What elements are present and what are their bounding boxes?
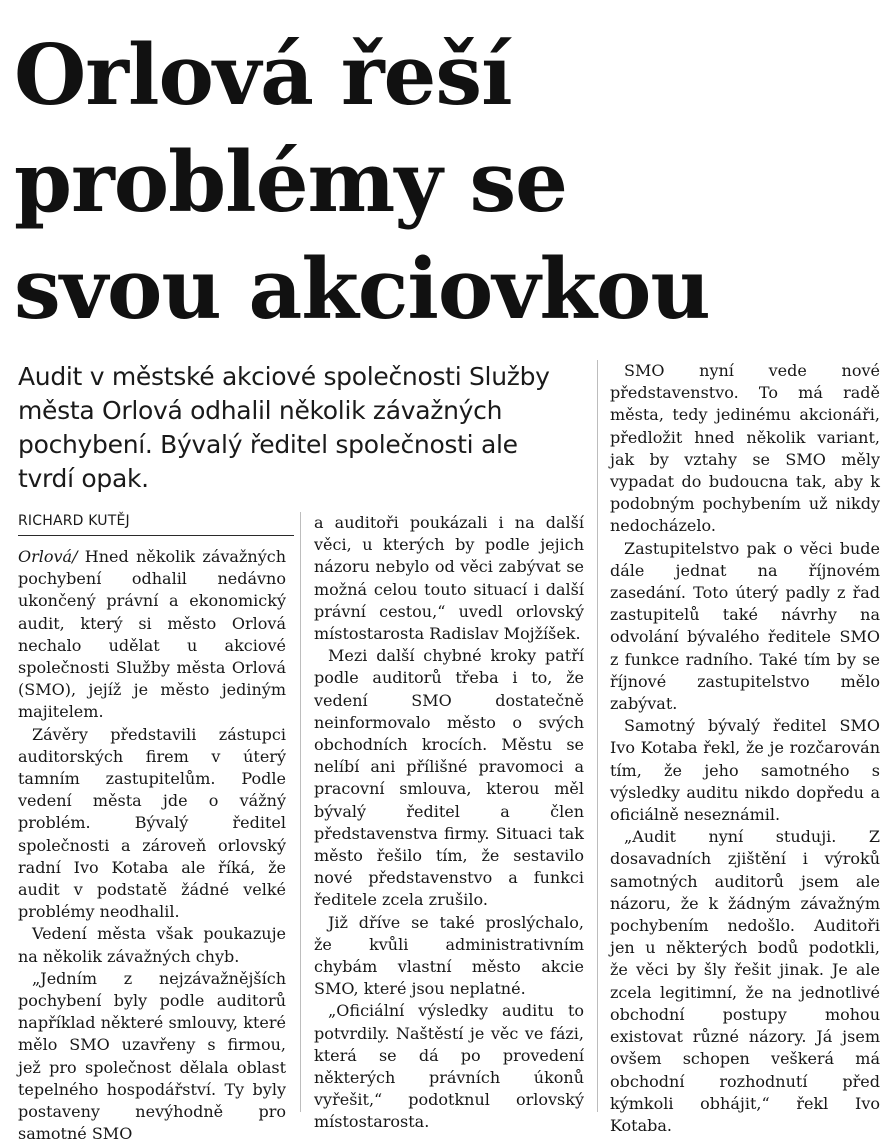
- column-divider-2: [597, 360, 598, 1112]
- headline-line-2: problémy se: [14, 133, 567, 231]
- paragraph: Již dříve se také proslýchalo, že kvůli administrativním chybám vlastní město akcie SMO, které jsou neplatné.: [314, 912, 584, 999]
- paragraph: Vedení města však poukazuje na několik závažných chyb.: [18, 924, 286, 966]
- article-headline: [14, 22, 874, 343]
- dateline: Orlová/: [18, 547, 78, 566]
- paragraph-text: Hned několik závažných pochybení odhalil nedávno ukončený právní a ekonomický audit, který si město Orlová nechalo udělat u akciové společnosti Služby města Orlová (SMO), jejíž je město jediným majitelem.: [18, 547, 286, 722]
- paragraph: a auditoři poukázali i na další věci, u kterých by podle jejich názoru nebylo od věci zabývat se možná celou touto situací i další právní cestou,“ uvedl orlovský místostarosta Radislav Mojžíšek.: [314, 513, 584, 644]
- lead-line-1: Audit v městské akciové společnosti Služby: [18, 362, 550, 391]
- lead-line-3: pochybení. Bývalý ředitel společnosti ale: [18, 430, 518, 459]
- paragraph: Závěry představili zástupci auditorských firem v úterý tamním zastupitelům. Podle vedení města jde o vážný problém. Bývalý ředitel společnosti a zároveň orlovský radní Ivo Kotaba ale říká, že audit v podstatě žádné velké problémy neodhalil.: [18, 724, 286, 922]
- paragraph: Samotný bývalý ředitel SMO Ivo Kotaba řekl, že je rozčarován tím, že jeho samotného s výsledky auditu nikdo dopředu a oficiálně neseznámil.: [610, 716, 880, 825]
- article-column-3: [610, 360, 880, 1137]
- column-divider-1: [300, 512, 301, 1112]
- headline-line-1: Orlová řeší: [14, 26, 512, 124]
- article-lead: [18, 360, 600, 496]
- paragraph: Zastupitelstvo pak o věci bude dále jednat na říjnovém zasedání. Toto úterý padly z řad zastupitelů také návrhy na odvolání bývalého ředitele SMO z funkce radního. Také tím by se říjnové zastupitelstvo mělo zabývat.: [610, 538, 880, 714]
- author-byline: RICHARD KUTĚJ: [18, 513, 294, 536]
- article-column-2: [314, 512, 584, 1134]
- paragraph: „Oficiální výsledky auditu to potvrdily. Naštěstí je věc ve fázi, která se dá po provedení některých právních úkonů vyřešit,“ podotknul orlovský místostarosta.: [314, 1001, 584, 1132]
- paragraph: Mezi další chybné kroky patří podle auditorů třeba i to, že vedení SMO dostatečně neinformovalo město o svých obchodních krocích. Městu se nelíbí ani přílišné pravomoci a pracovní smlouva, kterou měl bývalý ředitel a člen představenstva firmy. Situaci tak město řešilo tím, že sestavilo nové představenstvo a funkci ředitele zcela zrušilo.: [314, 646, 584, 910]
- paragraph: [18, 546, 286, 724]
- paragraph: SMO nyní vede nové představenstvo. To má radě města, tedy jedinému akcionáři, předložit hned několik variant, jak by vztahy se SMO měly vypadat do budoucna tak, aby k podobným pochybením už nikdy nedocházelo.: [610, 361, 880, 536]
- article-column-1: [18, 546, 286, 1145]
- lead-line-2: města Orlová odhalil několik závažných: [18, 396, 503, 425]
- paragraph: „Audit nyní studuji. Z dosavadních zjištění i výroků samotných auditorů jsem ale názoru, že k žádným závažným pochybením nedošlo. Auditoři jen u některých bodů podotkli, že věci by šly řešit jinak. Je ale zcela legitimní, že na jednotlivé obchodní postupy mohou existovat různé názory. Já jsem ovšem schopen veškerá má obchodní rozhodnutí před kýmkoli obhájit,“ řekl Ivo Kotaba.: [610, 827, 880, 1135]
- paragraph: „Jedním z nejzávažnějších pochybení byly podle auditorů například některé smlouvy, které mělo SMO uzavřeny s firmou, jež pro společnost dělala oblast tepelného hospodářství. Ty byly postaveny nevýhodně pro samotné SMO: [18, 968, 286, 1144]
- headline-line-3: svou akciovkou: [14, 240, 710, 338]
- lead-line-4: tvrdí opak.: [18, 464, 149, 493]
